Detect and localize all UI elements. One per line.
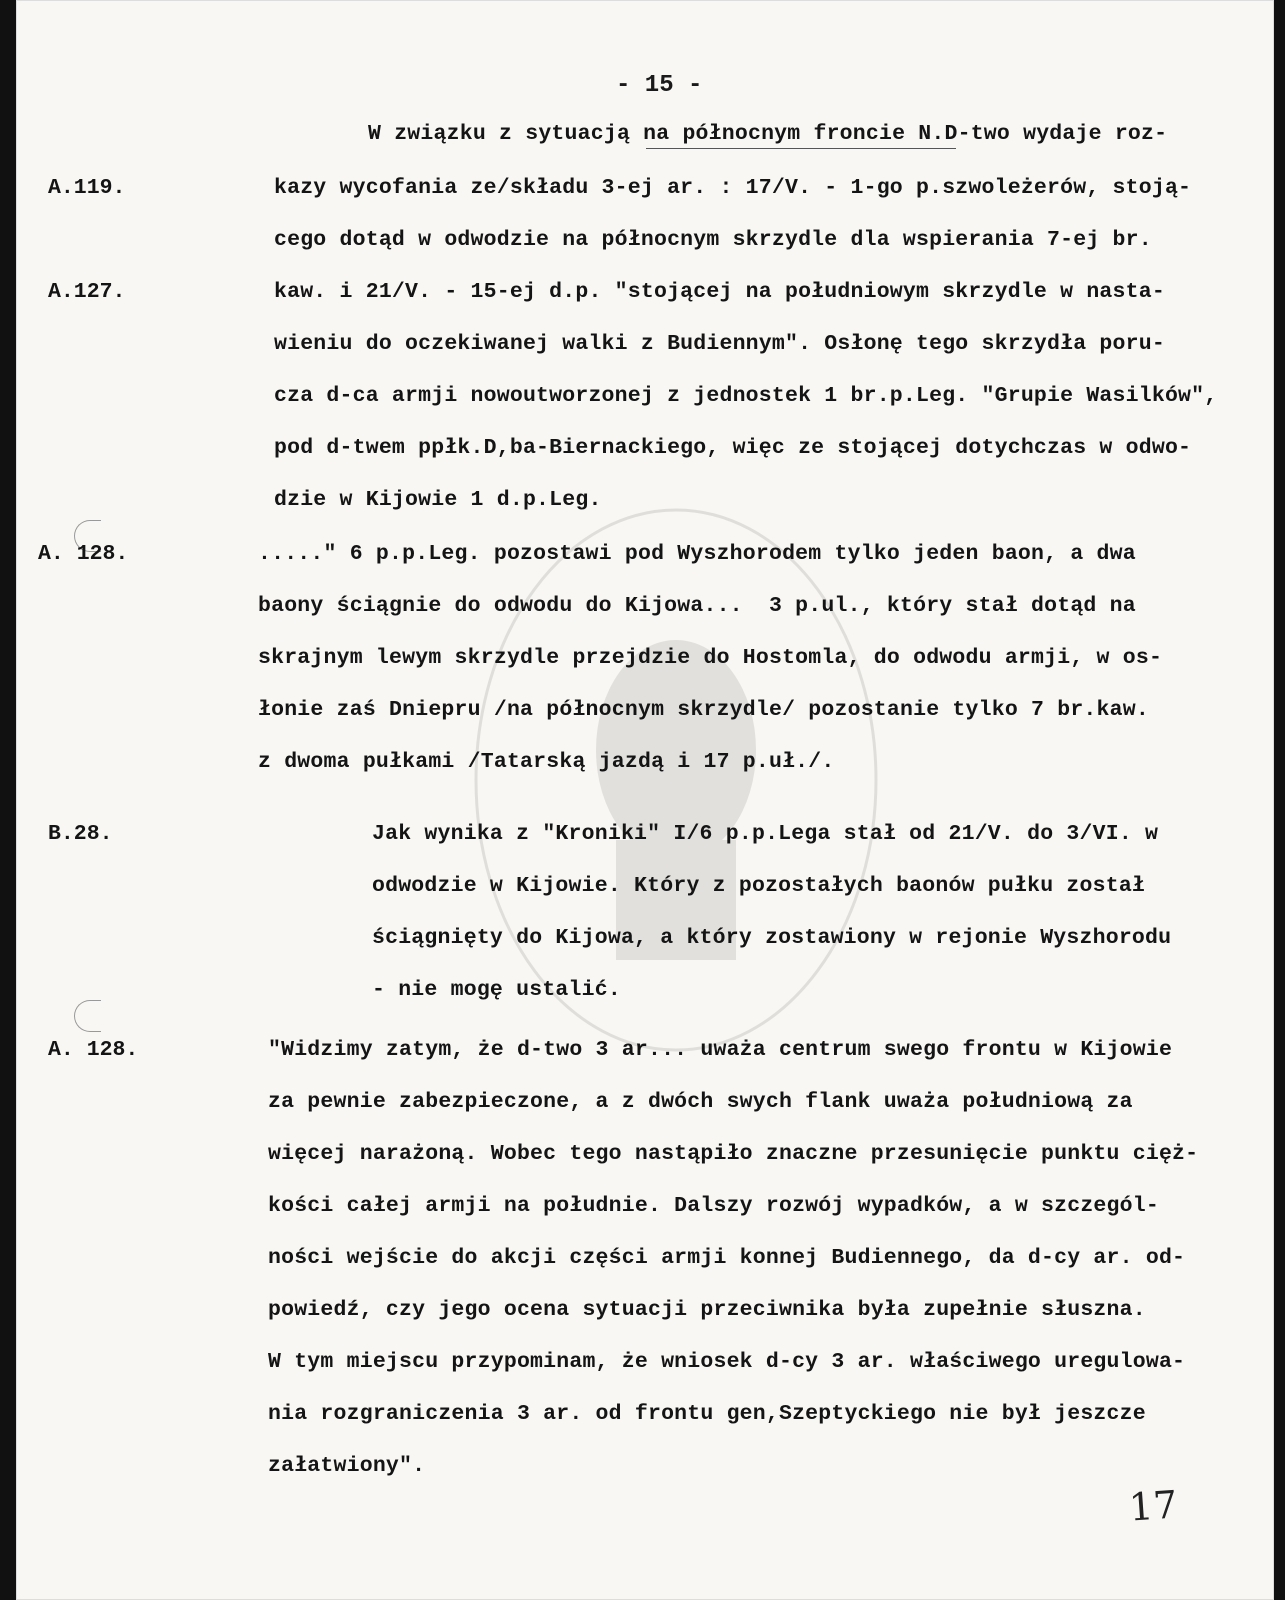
institute-watermark	[466, 500, 886, 1060]
text-line: łonie zaś Dniepru /na północnym skrzydle/ pozostanie tylko 7 br.kaw.	[258, 698, 1149, 722]
text-line: skrajnym lewym skrzydle przejdzie do Hostomla, do odwodu armji, w os-	[258, 646, 1163, 670]
text-line: ....." 6 p.p.Leg. pozostawi pod Wyszhorodem tylko jeden baon, a dwa	[258, 542, 1136, 566]
text-line: cego dotąd w odwodzie na północnym skrzydle dla wspierania 7-ej br.	[274, 228, 1152, 252]
handwritten-page-number: 17	[1127, 1482, 1179, 1530]
text-line: kazy wycofania ze/składu 3-ej ar. : 17/V. - 1-go p.szwoleżerów, stoją-	[274, 176, 1192, 200]
document-page	[16, 0, 1274, 1600]
margin-reference: A. 128.	[48, 1038, 139, 1062]
text-line: W tym miejscu przypominam, że wniosek d-cy 3 ar. właściwego uregulowa-	[268, 1350, 1186, 1374]
text-line: ściągnięty do Kijowa, a który zostawiony w rejonie Wyszhorodu	[372, 926, 1172, 950]
text-line: z dwoma pułkami /Tatarską jazdą i 17 p.uł./.	[258, 750, 835, 774]
margin-reference: A.119.	[48, 176, 126, 200]
text-line: pod d-twem ppłk.D,ba-Biernackiego, więc ze stojącej dotychczas w odwo-	[274, 436, 1192, 460]
text-line: odwodzie w Kijowie. Który z pozostałych baonów pułku został	[372, 874, 1146, 898]
underline-mark	[646, 148, 956, 149]
text-line: "Widzimy zatym, że d-two 3 ar... uważa centrum swego frontu w Kijowie	[268, 1038, 1173, 1062]
text-line: kaw. i 21/V. - 15-ej d.p. "stojącej na południowym skrzydle w nasta-	[274, 280, 1165, 304]
margin-reference: A. 128.	[38, 542, 129, 566]
text-line: wieniu do oczekiwanej walki z Budiennym". Osłonę tego skrzydła poru-	[274, 332, 1165, 356]
text-line: dzie w Kijowie 1 d.p.Leg.	[274, 488, 602, 512]
text-line: więcej narażoną. Wobec tego nastąpiło znaczne przesunięcie punktu cięż-	[268, 1142, 1199, 1166]
text-line: kości całej armji na południe. Dalszy rozwój wypadków, a w szczegól-	[268, 1194, 1159, 1218]
text-line: ności wejście do akcji części armji konnej Budiennego, da d-cy ar. od-	[268, 1246, 1186, 1270]
text-line: Jak wynika z "Kroniki" I/6 p.p.Lega stał od 21/V. do 3/VI. w	[372, 822, 1159, 846]
punch-hole-mark	[74, 1000, 101, 1032]
text-line: W związku z sytuacją na północnym froncie N.D-two wydaje roz-	[368, 122, 1168, 146]
text-line: powiedź, czy jego ocena sytuacji przeciwnika była zupełnie słuszna.	[268, 1298, 1146, 1322]
margin-reference: A.127.	[48, 280, 126, 304]
text-line: cza d-ca armji nowoutworzonej z jednostek 1 br.p.Leg. "Grupie Wasilków",	[274, 384, 1218, 408]
text-line: - nie mogę ustalić.	[372, 978, 621, 1002]
page-number: - 15 -	[616, 72, 703, 99]
margin-reference: B.28.	[48, 822, 113, 846]
text-line: nia rozgraniczenia 3 ar. od frontu gen,Szeptyckiego nie był jeszcze	[268, 1402, 1146, 1426]
text-line: załatwiony".	[268, 1454, 426, 1478]
text-line: baony ściągnie do odwodu do Kijowa... 3 p.ul., który stał dotąd na	[258, 594, 1136, 618]
text-line: za pewnie zabezpieczone, a z dwóch swych flank uważa południową za	[268, 1090, 1133, 1114]
